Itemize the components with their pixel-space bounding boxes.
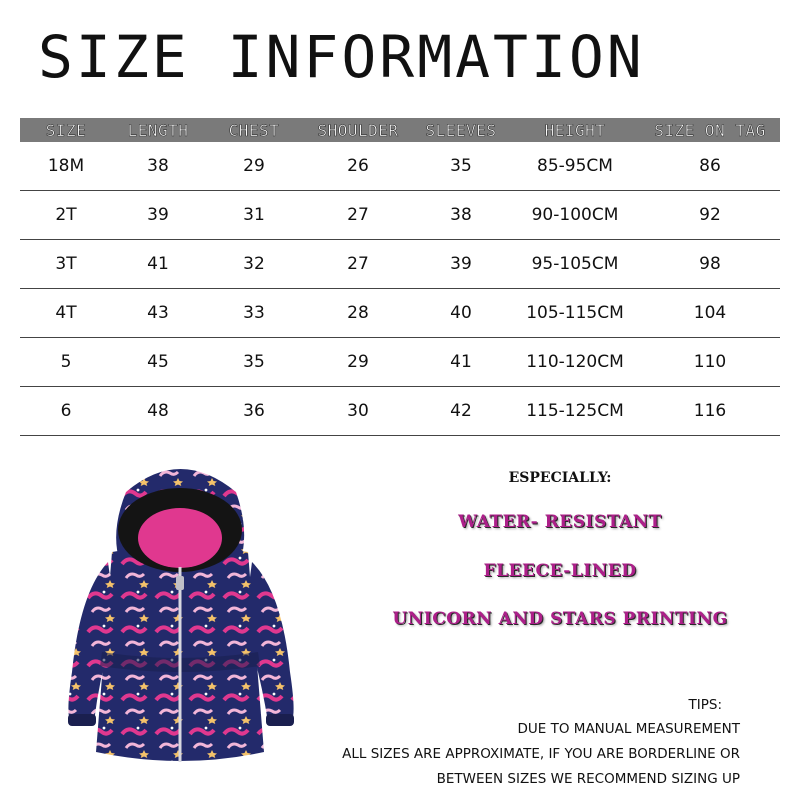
cell-chest: 35 (243, 352, 265, 372)
cell-length: 38 (147, 156, 169, 176)
table-row (20, 338, 780, 387)
table-row (20, 289, 780, 338)
header-shoulder: SHOULDER (317, 120, 399, 140)
cell-length: 43 (147, 303, 169, 323)
header-size-on-tag: SIZE ON TAG (654, 120, 766, 140)
table-row (20, 142, 780, 191)
features-heading: ESPECIALLY: (508, 470, 612, 486)
table-row (20, 387, 780, 436)
cell-length: 45 (147, 352, 169, 372)
cell-height: 95-105CM (531, 254, 619, 274)
cell-length: 41 (147, 254, 169, 274)
cell-sleeves: 38 (450, 205, 472, 225)
unicorn-jacket-illustration (50, 452, 310, 787)
cell-shoulder: 29 (347, 352, 369, 372)
cell-sleeves: 40 (450, 303, 472, 323)
page-title: SIZE INFORMATION (38, 23, 645, 91)
cell-size-on-tag: 116 (693, 401, 727, 421)
tips-line: DUE TO MANUAL MEASUREMENT (517, 721, 740, 737)
tips-line: ALL SIZES ARE APPROXIMATE, IF YOU ARE BORDERLINE OR (342, 746, 740, 762)
cell-size: 18M (47, 156, 85, 176)
size-table (20, 118, 780, 436)
header-size: SIZE (45, 120, 87, 140)
feature-fleece-lined: FLEECE-LINED (483, 561, 637, 581)
cell-height: 90-100CM (531, 205, 619, 225)
tips-line: BETWEEN SIZES WE RECOMMEND SIZING UP (436, 771, 740, 787)
cell-shoulder: 27 (347, 205, 369, 225)
cell-size: 2T (55, 205, 77, 225)
cell-sleeves: 41 (450, 352, 472, 372)
cell-length: 48 (147, 401, 169, 421)
cell-shoulder: 30 (347, 401, 369, 421)
cell-sleeves: 42 (450, 401, 472, 421)
cell-size: 5 (60, 352, 72, 372)
cell-size-on-tag: 86 (699, 156, 721, 176)
header-length: LENGTH (127, 120, 189, 140)
cell-chest: 29 (243, 156, 265, 176)
cell-size-on-tag: 110 (693, 352, 727, 372)
table-row (20, 191, 780, 240)
cell-size: 4T (55, 303, 77, 323)
table-row (20, 240, 780, 289)
feature-unicorn-printing: UNICORN AND STARS PRINTING (392, 609, 728, 629)
cell-length: 39 (147, 205, 169, 225)
header-height: HEIGHT (544, 120, 606, 140)
cell-height: 105-115CM (526, 303, 624, 323)
cell-chest: 36 (243, 401, 265, 421)
table-header (20, 118, 780, 142)
cell-shoulder: 26 (347, 156, 369, 176)
cell-size: 3T (55, 254, 77, 274)
cell-size-on-tag: 104 (693, 303, 727, 323)
header-chest: CHEST (228, 120, 280, 140)
header-sleeves: SLEEVES (425, 120, 497, 140)
cell-chest: 33 (243, 303, 265, 323)
tips-heading: TIPS: (688, 697, 722, 713)
cell-height: 110-120CM (526, 352, 624, 372)
cell-height: 85-95CM (537, 156, 613, 176)
cell-chest: 32 (243, 254, 265, 274)
cell-size-on-tag: 92 (699, 205, 721, 225)
cell-sleeves: 35 (450, 156, 472, 176)
cell-height: 115-125CM (526, 401, 624, 421)
cell-size-on-tag: 98 (699, 254, 721, 274)
cell-shoulder: 27 (347, 254, 369, 274)
cell-chest: 31 (243, 205, 265, 225)
cell-sleeves: 39 (450, 254, 472, 274)
cell-shoulder: 28 (347, 303, 369, 323)
feature-water-resistant: WATER- RESISTANT (458, 512, 662, 532)
cell-size: 6 (60, 401, 72, 421)
